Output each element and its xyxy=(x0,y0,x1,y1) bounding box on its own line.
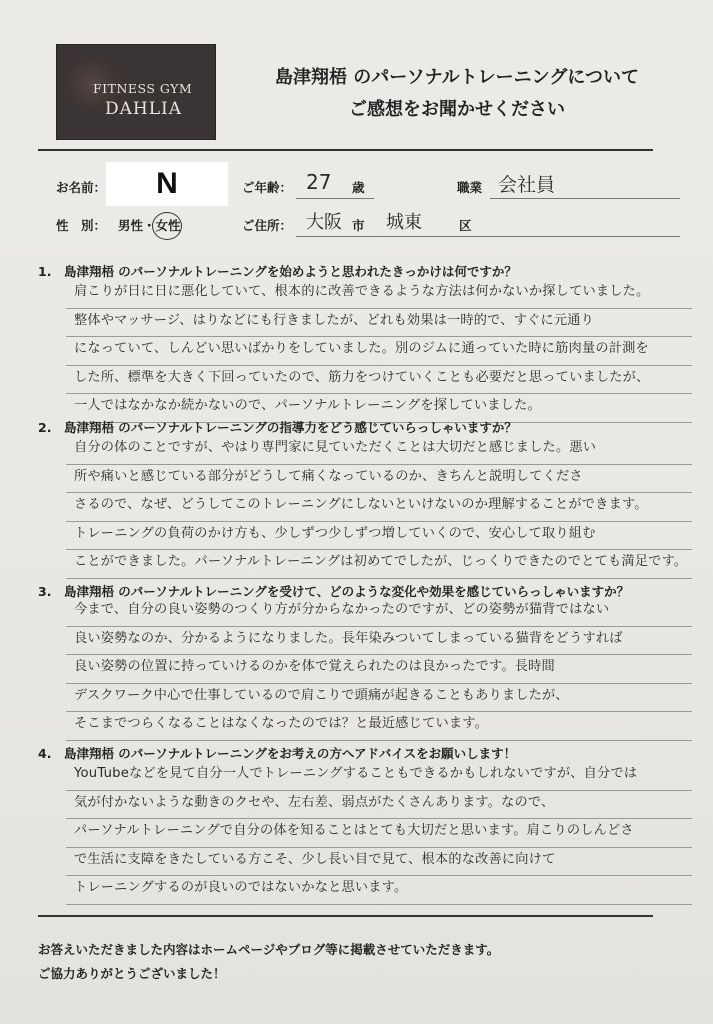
page-title xyxy=(222,62,692,126)
address-city-unit: 市 xyxy=(352,218,365,233)
age-unit: 歳 xyxy=(352,180,365,195)
header-divider xyxy=(38,149,653,151)
gym-logo xyxy=(56,44,216,140)
footer-note: お答えいただきました内容はホームページやブログ等に掲載させていただきます。 xyxy=(38,942,500,957)
address-ward: 城東 xyxy=(386,212,422,233)
answer-3 xyxy=(66,598,692,741)
answer-line: ことができました。パーソナルトレーニングは初めてでしたが、じっくりできたのでとても満足です。 xyxy=(66,550,692,579)
job-underline xyxy=(490,198,680,199)
age-underline xyxy=(296,198,374,199)
question-4-label: 4. 島津翔梧 のパーソナルトレーニングをお考えの方へアドバイスをお願いします！ xyxy=(38,746,517,761)
gender-options: 男性・女性 xyxy=(118,218,181,233)
logo-line2: DAHLIA xyxy=(105,99,183,119)
title-line1: 島津翔梧 のパーソナルトレーニングについて xyxy=(275,67,639,88)
answer-line: になっていて、しんどい思いばかりをしていました。別のジムに通っていた時に筋肉量の計測を xyxy=(66,337,692,366)
question-2-label: 2. 島津翔梧 のパーソナルトレーニングの指導力をどう感じていらっしゃいますか？ xyxy=(38,420,517,435)
gender-selection-circle xyxy=(152,212,182,240)
address-city: 大阪 xyxy=(306,212,342,233)
footer-thanks: ご協力ありがとうございました！ xyxy=(38,966,226,981)
question-1-label: 1. 島津翔梧 のパーソナルトレーニングを始めようと思われたきっかけは何ですか？ xyxy=(38,264,517,279)
answer-4 xyxy=(66,762,692,905)
answer-line: 気が付かないような動きのクセや、左右差、弱点がたくさんあります。なので、 xyxy=(66,791,692,820)
answer-line: 自分の体のことですが、やはり専門家に見ていただくことは大切だと感じました。悪い xyxy=(66,436,692,465)
address-ward-unit: 区 xyxy=(459,218,472,233)
answer-line: で生活に支障をきたしている方こそ、少し長い目で見て、根本的な改善に向けて xyxy=(66,848,692,877)
answer-line: 今まで、自分の良い姿勢のつくり方が分からなかったのですが、どの姿勢が猫背ではない xyxy=(66,598,692,627)
answer-line: デスクワーク中心で仕事しているので肩こりで頭痛が起きることもありましたが、 xyxy=(66,684,692,713)
answer-line: さるので、なぜ、どうしてこのトレーニングにしないといけないのか理解することができます。 xyxy=(66,493,692,522)
answer-line: 良い姿勢なのか、分かるようになりました。長年染みついてしまっている猫背をどうすれば xyxy=(66,627,692,656)
job-value: 会社員 xyxy=(498,174,556,196)
answer-line: 一人ではなかなか続かないので、パーソナルトレーニングを探していました。 xyxy=(66,394,692,423)
footer-divider xyxy=(38,915,653,917)
answer-line: トレーニングの負荷のかけ方も、少しずつ少しずつ増していくので、安心して取り組む xyxy=(66,522,692,551)
address-label: ご住所： xyxy=(242,218,293,233)
answer-line: トレーニングするのが良いのではないかなと思います。 xyxy=(66,876,692,905)
answer-line: パーソナルトレーニングで自分の体を知ることはとても大切だと思います。肩こりのしんどさ xyxy=(66,819,692,848)
answer-2 xyxy=(66,436,692,579)
answer-1 xyxy=(66,280,692,423)
question-3-label: 3. 島津翔梧 のパーソナルトレーニングを受けて、どのような変化や効果を感じていらっしゃいますか？ xyxy=(38,584,630,599)
answer-line: 良い姿勢の位置に持っていけるのかを体で覚えられたのは良かったです。長時間 xyxy=(66,655,692,684)
answer-line: そこまでつらくなることはなくなったのでは？と最近感じています。 xyxy=(66,712,692,741)
job-label: 職業 xyxy=(457,180,483,195)
title-line2: ご感想をお聞かせください xyxy=(349,99,565,120)
answer-line: 整体やマッサージ、はりなどにも行きましたが、どれも効果は一時的で、すぐに元通り xyxy=(66,309,692,338)
age-label: ご年齢： xyxy=(242,180,293,195)
age-value: 27 xyxy=(306,170,332,194)
name-label: お名前： xyxy=(56,180,107,195)
answer-line: YouTubeなどを見て自分一人でトレーニングすることもできるかもしれないですが、自分では xyxy=(66,762,692,791)
answer-line: 肩こりが日に日に悪化していて、根本的に改善できるような方法は何かないか探していました。 xyxy=(66,280,692,309)
answer-line: した所、標準を大きく下回っていたので、筋力をつけていくことも必要だと思っていましたが、 xyxy=(66,366,692,395)
address-underline xyxy=(296,236,680,237)
logo-line1: FITNESS GYM xyxy=(93,81,193,96)
name-value: N xyxy=(106,162,228,206)
gender-label: 性 別： xyxy=(56,218,107,233)
answer-line: 所や痛いと感じている部分がどうして痛くなっているのか、きちんと説明してくださ xyxy=(66,465,692,494)
